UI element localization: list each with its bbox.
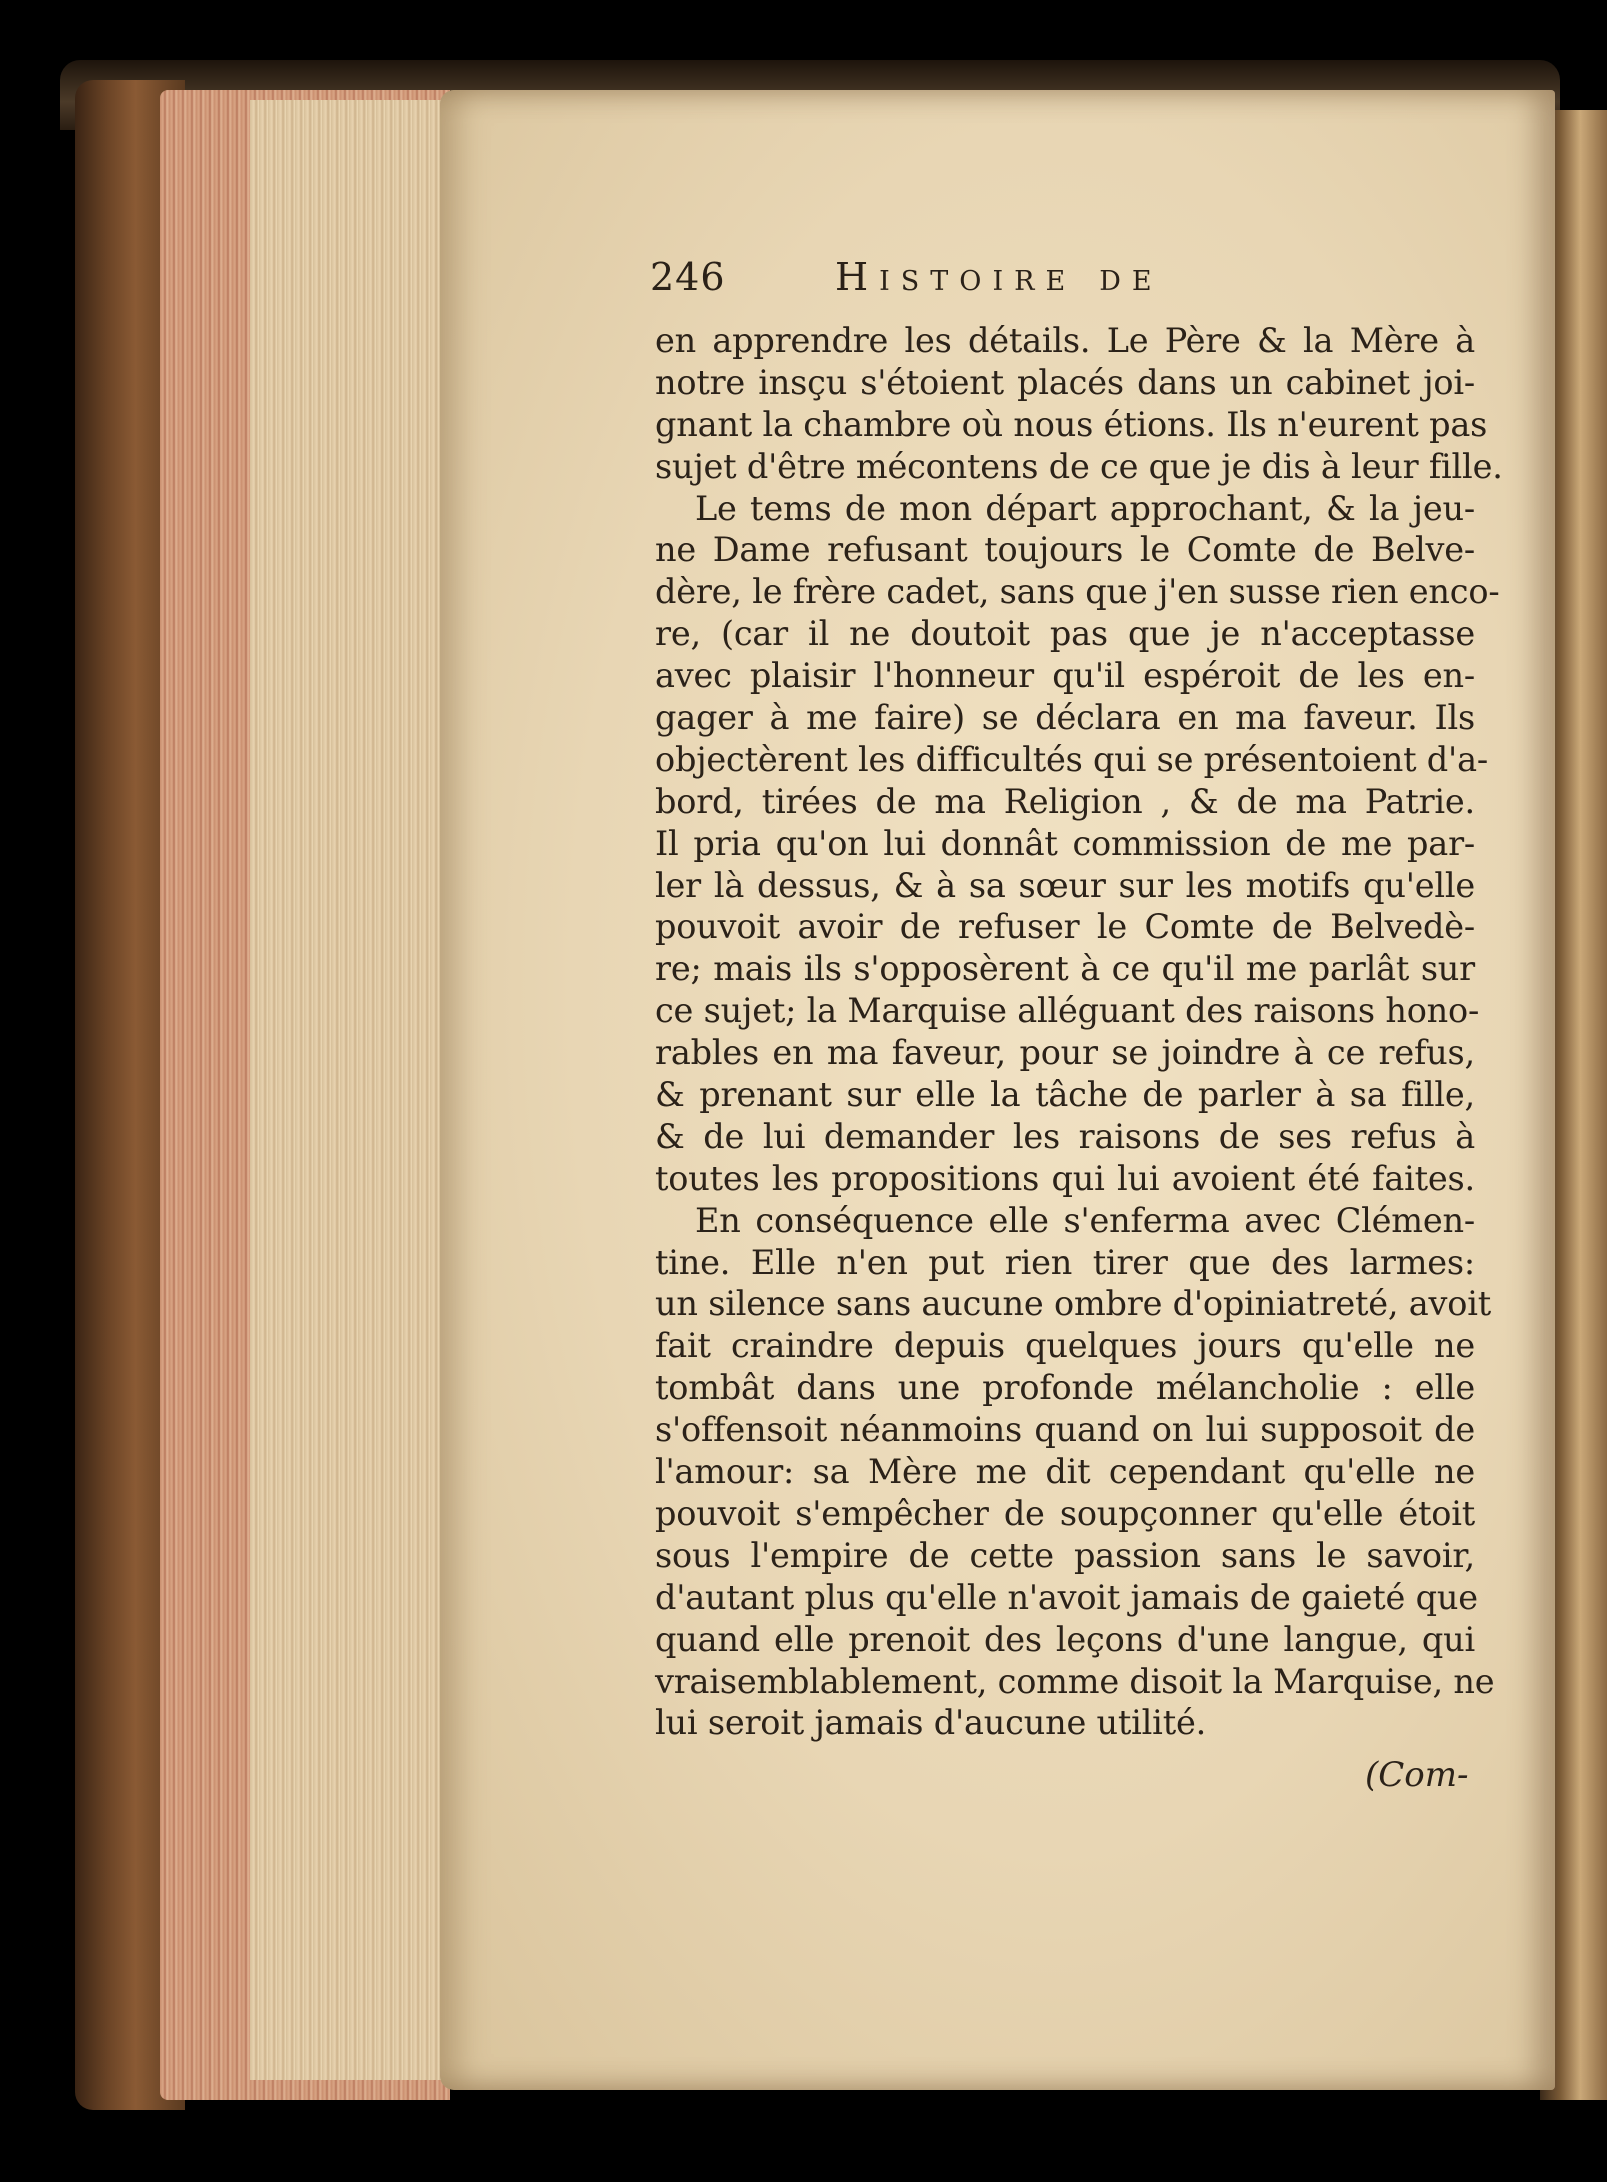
page-edges-inner <box>250 100 450 2080</box>
text-line: sous l'empire de cette passion sans le savoir, <box>655 1535 1475 1575</box>
text-line: ce sujet; la Marquise alléguant des raisons hono- <box>655 991 1480 1031</box>
text-line: bord, tirées de ma Religion , & de ma Patrie. <box>655 781 1475 821</box>
text-line: re, (car il ne doutoit pas que je n'acceptasse <box>655 614 1475 654</box>
text-line: & prenant sur elle la tâche de parler à sa fille, <box>655 1075 1475 1115</box>
text-line: quand elle prenoit des leçons d'une langue, qui <box>655 1619 1475 1659</box>
text-line: Le tems de mon départ approchant, & la jeu- <box>695 488 1475 528</box>
text-line: gager à me faire) se déclara en ma faveur. Ils <box>655 698 1475 738</box>
text-line: dère, le frère cadet, sans que j'en susse rien enco- <box>655 572 1500 612</box>
text-line: sujet d'être mécontens de ce que je dis à leur fille. <box>655 446 1503 486</box>
text-line: pouvoit s'empêcher de soupçonner qu'elle étoit <box>655 1493 1475 1533</box>
text-line: & de lui demander les raisons de ses refus à <box>655 1116 1475 1156</box>
text-line: s'offensoit néanmoins quand on lui supposoit de <box>655 1410 1475 1450</box>
running-head: Histoire de <box>835 255 1163 299</box>
text-line: ler là dessus, & à sa sœur sur les motifs qu'elle <box>655 865 1475 905</box>
text-line: pouvoit avoir de refuser le Comte de Belvedè- <box>655 907 1475 947</box>
text-line: en apprendre les détails. Le Père & la Mère à <box>655 321 1475 360</box>
text-line: lui seroit jamais d'aucune utilité. <box>655 1703 1207 1743</box>
text-line: tombât dans une profonde mélancholie : elle <box>655 1368 1475 1408</box>
text-line: toutes les propositions qui lui avoient été faites. <box>655 1158 1475 1198</box>
text-line: tine. Elle n'en put rien tirer que des larmes: <box>655 1242 1475 1282</box>
text-line: gnant la chambre où nous étions. Ils n'eurent pas <box>655 404 1488 444</box>
text-line: d'autant plus qu'elle n'avoit jamais de gaieté que <box>655 1577 1478 1617</box>
text-line: ne Dame refusant toujours le Comte de Belve- <box>655 530 1475 570</box>
text-line: rables en ma faveur, pour se joindre à ce refus, <box>655 1033 1475 1073</box>
body-text <box>655 320 1503 1744</box>
text-line: En conséquence elle s'enferma avec Clémen- <box>695 1200 1475 1240</box>
text-line: l'amour: sa Mère me dit cependant qu'elle ne <box>655 1452 1475 1492</box>
text-line: vraisemblablement, comme disoit la Marquise, ne <box>655 1661 1495 1701</box>
text-line: objectèrent les difficultés qui se présentoient d'a- <box>655 739 1488 779</box>
text-line: notre insçu s'étoient placés dans un cabinet joi- <box>655 362 1475 402</box>
text-line: re; mais ils s'opposèrent à ce qu'il me parlât sur <box>655 949 1475 989</box>
text-line: un silence sans aucune ombre d'opiniatreté, avoit <box>655 1284 1492 1324</box>
text-line: fait craindre depuis quelques jours qu'elle ne <box>655 1326 1475 1366</box>
catchword: (Com- <box>1365 1755 1469 1795</box>
page-number: 246 <box>650 255 726 299</box>
text-line: Il pria qu'on lui donnât commission de me par- <box>655 823 1475 863</box>
text-line: avec plaisir l'honneur qu'il espéroit de les en- <box>655 656 1475 696</box>
